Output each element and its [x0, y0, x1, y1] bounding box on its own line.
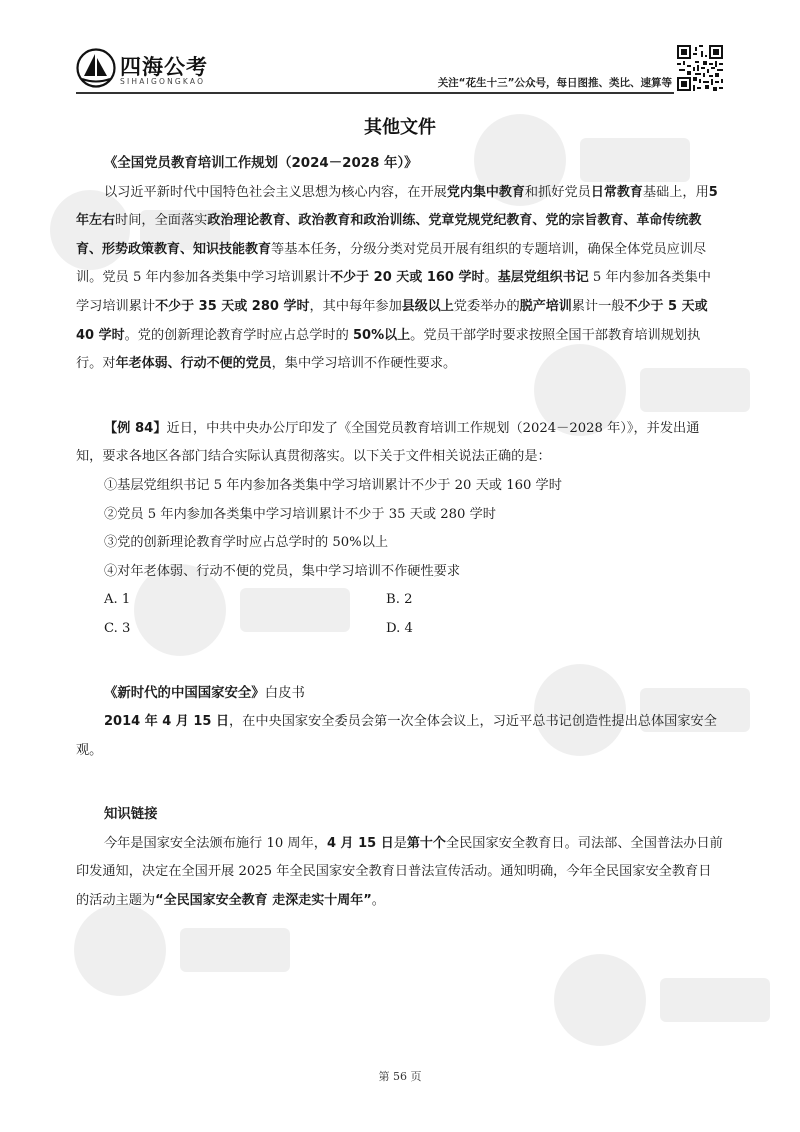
bold-text: 不少于 35 天或 280 学时 [155, 298, 310, 314]
answer-choices [76, 586, 724, 643]
bold-text: 基层党组织书记 [497, 270, 589, 286]
choice-d[interactable]: D. 4 [386, 620, 413, 636]
text-run: 以习近平新时代中国特色社会主义思想为核心内容，在开展 [104, 184, 447, 200]
example-stem: 近日，中共中央办公厅印发了《全国党员教育培训工作规划（2024－2028 年）》，并发出通知，要求各地区各部门结合实际认真贯彻落实。以下关于文件相关说法正确的是： [76, 420, 700, 465]
main-content [76, 150, 724, 916]
page-number: 第 56 页 [378, 1070, 422, 1083]
section-title: 《全国党员教育培训工作规划（2024－2028 年）》 [104, 156, 418, 171]
bold-text: 党内集中教育 [446, 184, 525, 200]
text-run: ，其中每年参加 [309, 298, 402, 314]
logo-text: 四海公考 [120, 55, 208, 79]
text-run: 基础上，用 [642, 184, 709, 200]
watermark [540, 930, 780, 1070]
bold-text: 不少于 5 天或 40 学时 [76, 298, 708, 343]
statement-item: ②党员 5 年内参加各类集中学习培训累计不少于 35 天或 280 学时 [104, 506, 496, 522]
text-run: 今年是国家安全法颁布施行 10 周年， [104, 835, 327, 851]
bold-text: 2014 年 4 月 15 日 [104, 714, 229, 730]
bold-text: 5 年左右 [76, 184, 718, 229]
bold-text: 不少于 20 天或 160 学时 [330, 270, 485, 286]
text-run: 累计一般 [571, 298, 625, 314]
logo-subtext: SIHAIGONGKAO [120, 77, 206, 86]
text-run: 等基本任务，分级分类对党员开展有组织的专题培训，确保全体党员应训尽训。党员 5 年内参加各类集中学习培训累计 [76, 241, 707, 286]
page-title: 其他文件 [364, 117, 436, 138]
bold-text: 50%以上 [353, 327, 411, 343]
section-paragraph [76, 179, 724, 379]
text-run: 。党员干部学时要求按照全国干部教育培训规划执行。对 [76, 327, 701, 372]
text-run: 5 年内参加各类集中学习培训累计 [76, 270, 711, 314]
header-tagline: 关注“花生十三”公众号，每日图推、类比、速算等 [437, 77, 672, 89]
text-run: 全民国家安全教育日。司法部、全国普法办日前印发通知，决定在全国开展 2025 年全民国家安全教育日普法宣传活动。通知明确，今年全民国家安全教育日的活动主题为 [76, 835, 723, 909]
text-run: ，集中学习培训不作硬性要求。 [271, 356, 457, 372]
bold-text: 脱产培训 [519, 298, 572, 314]
statement-item: ③党的创新理论教育学时应占总学时的 50%以上 [104, 535, 389, 551]
choice-c[interactable]: C. 3 [104, 620, 131, 636]
choice-a[interactable]: A. 1 [104, 592, 131, 608]
brand-logo [76, 48, 236, 94]
choice-b[interactable]: B. 2 [386, 592, 413, 608]
section-title-text: 《新时代的中国国家安全》 [104, 685, 265, 701]
example-question [76, 415, 724, 472]
text-run: 党委举办的 [453, 298, 520, 314]
statement-item: ④对年老体弱、行动不便的党员，集中学习培训不作硬性要求 [104, 563, 461, 579]
text-run: 。 [484, 270, 498, 286]
section-title-suffix: 白皮书 [264, 685, 305, 701]
bold-text: 第十个 [406, 835, 446, 851]
text-run: 和抓好党员 [524, 184, 591, 200]
bold-text: 县级以上 [401, 298, 454, 314]
page-header [0, 0, 800, 100]
header-divider [76, 92, 674, 94]
section-paragraph [76, 708, 724, 765]
bold-text: 政治理论教育、政治教育和政治训练、党章党规党纪教育、党的宗旨教育、革命传统教育、形势政策教育、知识技能教育 [76, 213, 702, 257]
sailboat-logo-icon [76, 48, 116, 88]
example-label: 【例 84】 [104, 420, 167, 436]
bold-text: 年老体弱、行动不便的党员 [115, 356, 272, 372]
text-run: 是 [393, 835, 407, 851]
qr-code-icon [677, 45, 723, 91]
text-run: ，在中央国家安全委员会第一次全体会议上，习近平总书记创造性提出总体国家安全观。 [76, 714, 717, 758]
knowledge-paragraph [76, 830, 724, 916]
bold-text: 日常教育 [590, 184, 643, 200]
knowledge-title: 知识链接 [104, 807, 158, 823]
text-run: 时间，全面落实 [115, 213, 208, 229]
text-run: 。党的创新理论教育学时应占总学时的 [124, 327, 354, 343]
statement-item: ①基层党组织书记 5 年内参加各类集中学习培训累计不少于 20 天或 160 学时 [104, 477, 562, 493]
text-run: 。 [371, 893, 385, 909]
bold-text: “全民国家安全教育 走深走实十周年” [155, 893, 372, 909]
bold-text: 4 月 15 日 [326, 835, 394, 851]
section-title [76, 680, 724, 709]
